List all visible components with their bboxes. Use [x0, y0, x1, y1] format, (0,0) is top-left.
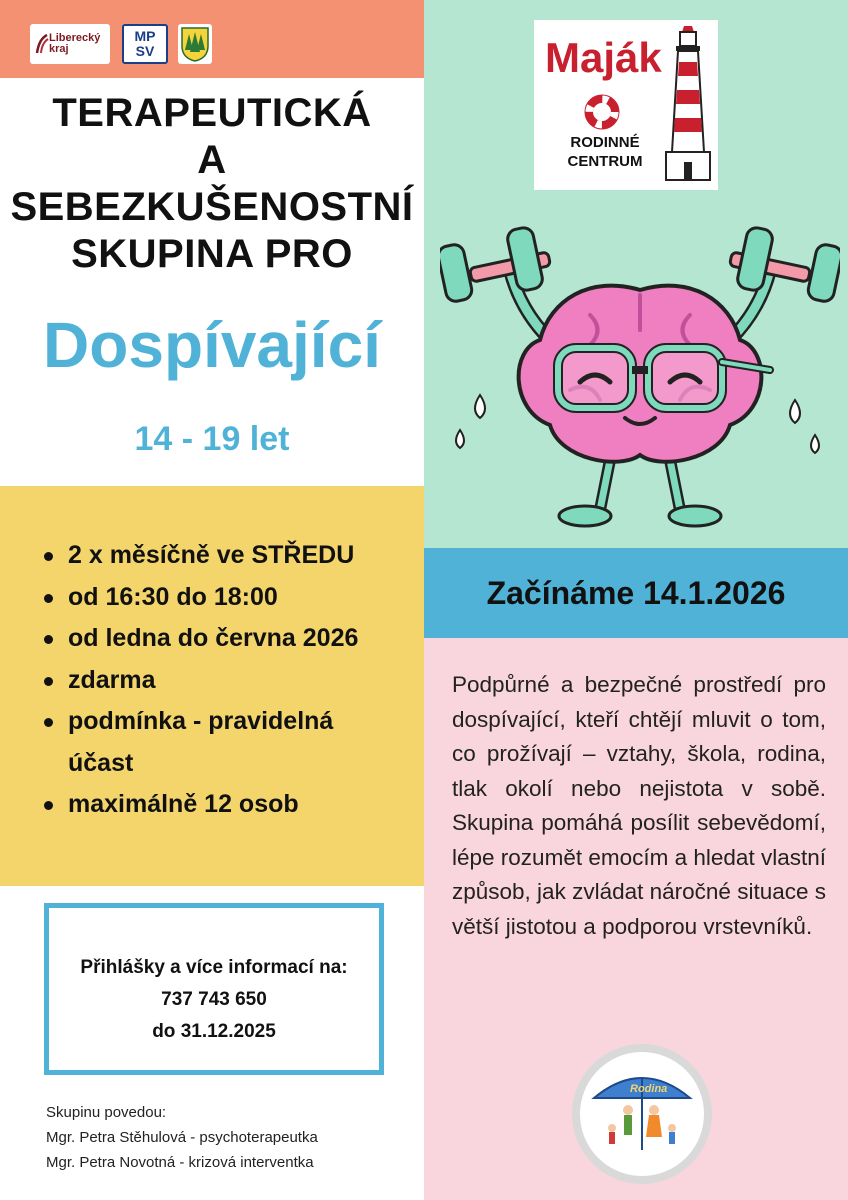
kraj-swoosh-icon [35, 33, 49, 55]
majak-subtitle-line: RODINNÉ [570, 134, 640, 151]
event-title [0, 90, 424, 278]
list-item-text: zdarma [68, 665, 156, 694]
title-line: TERAPEUTICKÁ [52, 91, 372, 135]
liberecky-kraj-logo [30, 24, 110, 64]
list-item-text: 2 x měsíčně ve STŘEDU [68, 541, 355, 569]
registration-box [44, 903, 384, 1075]
liberecky-kraj-text: Liberecký kraj [49, 32, 101, 55]
lifebuoy-icon [584, 94, 620, 130]
start-date-heading: Začínáme 14.1.2026 [486, 574, 786, 611]
mpsv-logo [122, 24, 168, 64]
bullet-icon [44, 677, 53, 686]
title-line: A [197, 138, 227, 182]
bullet-icon [44, 718, 53, 727]
brain-dumbbell-illustration [440, 220, 840, 540]
age-range: 14 - 19 let [134, 420, 290, 458]
municipal-crest-logo [178, 24, 212, 64]
leader-name: Mgr. Petra Novotná - krizová interventka [46, 1154, 314, 1171]
list-item [40, 701, 368, 784]
majak-name: Maják [545, 34, 662, 81]
list-item-text: podmínka - pravidelná účast [68, 707, 334, 777]
title-line: SKUPINA PRO [71, 232, 353, 276]
group-description: Podpůrné a bezpečné prostředí pro dospívající, kteří chtějí mluvit o tom, co prožívají – vztahy, škola, rodina, tlak okolí nebo nejistota v sobě. Skupina pomáhá posílit sebevědomí, lépe rozumět emocím a hledat vlastní způsob, jak zvládat náročné situace s větší jistotou a podporou vrstevníků. [452, 672, 826, 939]
list-item-text: od ledna do června 2026 [68, 624, 359, 652]
phone-number[interactable]: 737 743 650 [161, 989, 267, 1010]
leader-name: Mgr. Petra Stěhulová - psychoterapeutka [46, 1129, 318, 1146]
registration-heading: Přihlášky a více informací na: [80, 957, 348, 978]
bullet-icon [44, 552, 53, 561]
bullet-icon [44, 801, 53, 810]
list-item [40, 535, 410, 577]
list-item [40, 577, 410, 619]
leaders-intro: Skupinu povedou: [46, 1104, 167, 1121]
registration-deadline: do 31.12.2025 [152, 1021, 276, 1042]
majak-subtitle [555, 133, 655, 171]
bullet-icon [44, 594, 53, 603]
rodina-text: Rodina [630, 1083, 668, 1095]
bullet-icon [44, 635, 53, 644]
list-item [40, 618, 410, 660]
list-item [40, 784, 410, 826]
group-leaders [46, 1100, 318, 1175]
crest-icon [180, 26, 210, 62]
list-item-text: maximálně 12 osob [68, 790, 299, 818]
rodina-logo [572, 1044, 712, 1184]
list-item-text: od 16:30 do 18:00 [68, 582, 278, 611]
list-item [40, 660, 410, 702]
title-line: SEBEZKUŠENOSTNÍ [10, 185, 414, 229]
details-list [40, 535, 410, 826]
target-group-heading: Dospívající [43, 309, 381, 381]
majak-subtitle-line: CENTRUM [567, 153, 643, 170]
umbrella-family-icon [580, 1052, 704, 1176]
lighthouse-icon [660, 24, 716, 184]
mpsv-text: MPSV [134, 28, 156, 59]
